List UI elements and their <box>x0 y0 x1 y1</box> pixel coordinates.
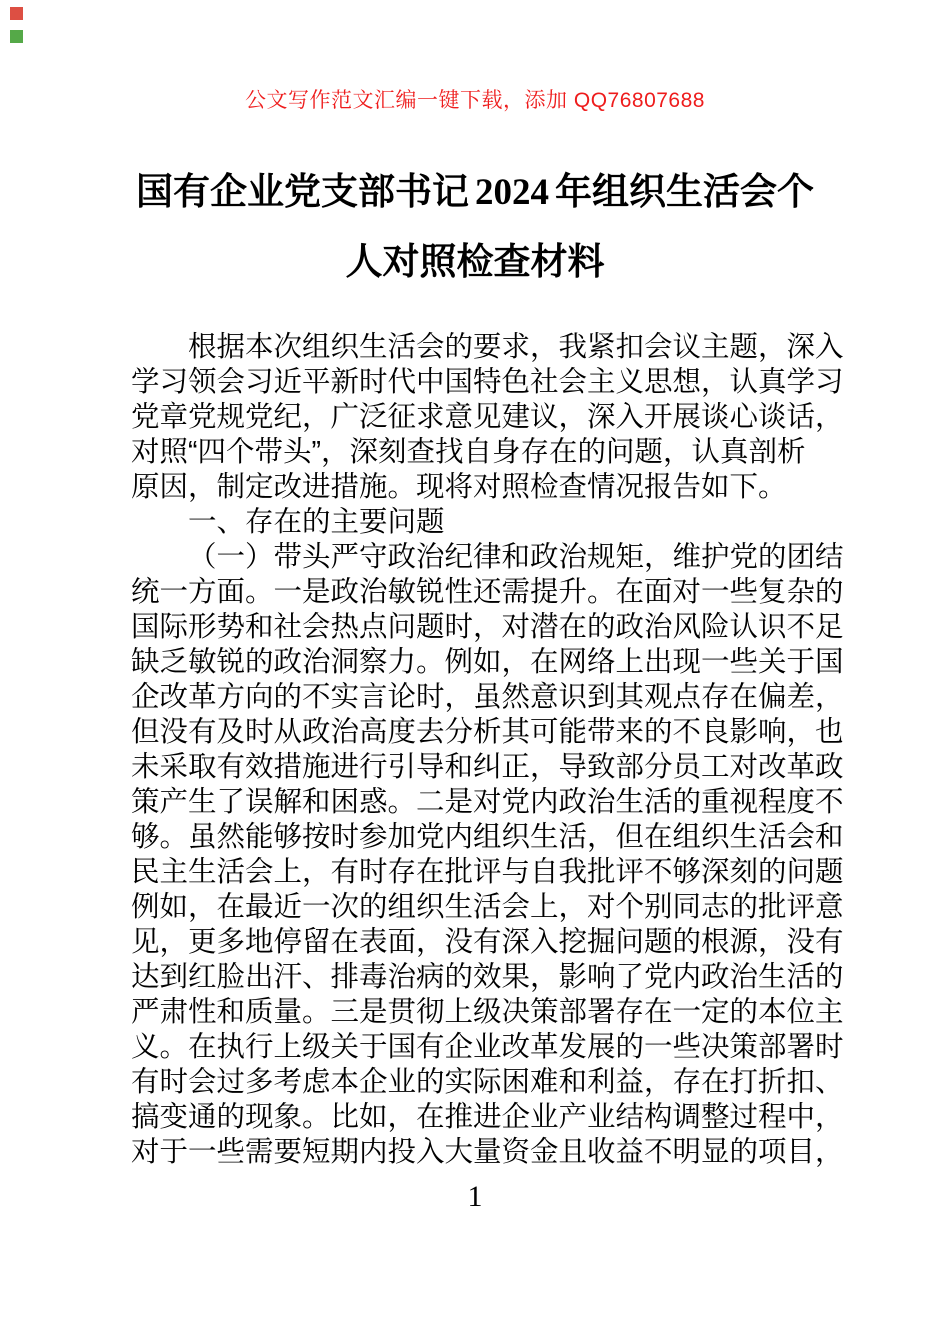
document-text-line: 对于一些需要短期内投入大量资金且收益不明显的项目， <box>131 1136 844 1168</box>
document-text-line: 义。在执行上级关于国有企业改革发展的一些决策部署时 <box>131 1031 844 1063</box>
document-body <box>131 330 844 1170</box>
document-text-line: 民主生活会上，有时存在批评与自我批评不够深刻的问题 <box>131 856 844 888</box>
image-placeholder-icon-green <box>10 30 23 43</box>
title-text-post: 年组织生活会个 <box>555 171 814 212</box>
page-title <box>0 157 950 296</box>
image-placeholder-icon-red <box>10 7 23 20</box>
document-text-line: 未采取有效措施进行引导和纠正，导致部分员工对改革政 <box>131 751 844 783</box>
document-text-line: 缺乏敏锐的政治洞察力。例如，在网络上出现一些关于国 <box>131 646 844 678</box>
section-heading-line: 一、存在的主要问题 <box>188 506 445 538</box>
document-text-line: 对照“四个带头”，深刻查找自身存在的问题，认真剖析 <box>131 436 806 468</box>
page-number: 1 <box>467 1180 483 1213</box>
document-text-line: （一）带头严守政治纪律和政治规矩，维护党的团结 <box>188 541 844 573</box>
document-text-line: 原因，制定改进措施。现将对照检查情况报告如下。 <box>131 471 787 503</box>
document-text-line: 搞变通的现象。比如，在推进企业产业结构调整过程中， <box>131 1101 844 1133</box>
document-text-line: 够。虽然能够按时参加党内组织生活，但在组织生活会和 <box>131 821 844 853</box>
document-text-line: 见，更多地停留在表面，没有深入挖掘问题的根源，没有 <box>131 926 844 958</box>
document-text-line: 党章党规党纪，广泛征求意见建议，深入开展谈心谈话， <box>131 401 844 433</box>
document-text-line: 但没有及时从政治高度去分析其可能带来的不良影响，也 <box>131 716 844 748</box>
document-text-line: 严肃性和质量。三是贯彻上级决策部署存在一定的本位主 <box>131 996 844 1028</box>
document-text-line: 统一方面。一是政治敏锐性还需提升。在面对一些复杂的 <box>131 576 844 608</box>
document-text-line: 有时会过多考虑本企业的实际困难和利益，存在打折扣、 <box>131 1066 844 1098</box>
promo-banner: 公文写作范文汇编一键下载，添加 QQ76807688 <box>245 89 705 112</box>
title-year-number: 2024 <box>475 172 549 213</box>
document-text-line: 学习领会习近平新时代中国特色社会主义思想，认真学习 <box>131 366 844 398</box>
document-text-line: 例如，在最近一次的组织生活会上，对个别同志的批评意 <box>131 891 844 923</box>
page-title-line-2: 人对照检查材料 <box>345 241 605 282</box>
document-text-line: 国际形势和社会热点问题时，对潜在的政治风险认识不足 <box>131 611 844 643</box>
page-title-line-1 <box>0 157 950 227</box>
document-text-line: 达到红脸出汗、排毒治病的效果，影响了党内政治生活的 <box>131 961 844 993</box>
document-text-line: 企改革方向的不实言论时，虽然意识到其观点存在偏差， <box>131 681 844 713</box>
title-text-pre: 国有企业党支部书记 <box>136 171 469 212</box>
document-text-line: 策产生了误解和困惑。二是对党内政治生活的重视程度不 <box>131 786 844 818</box>
document-text-line: 根据本次组织生活会的要求，我紧扣会议主题，深入 <box>188 331 844 363</box>
